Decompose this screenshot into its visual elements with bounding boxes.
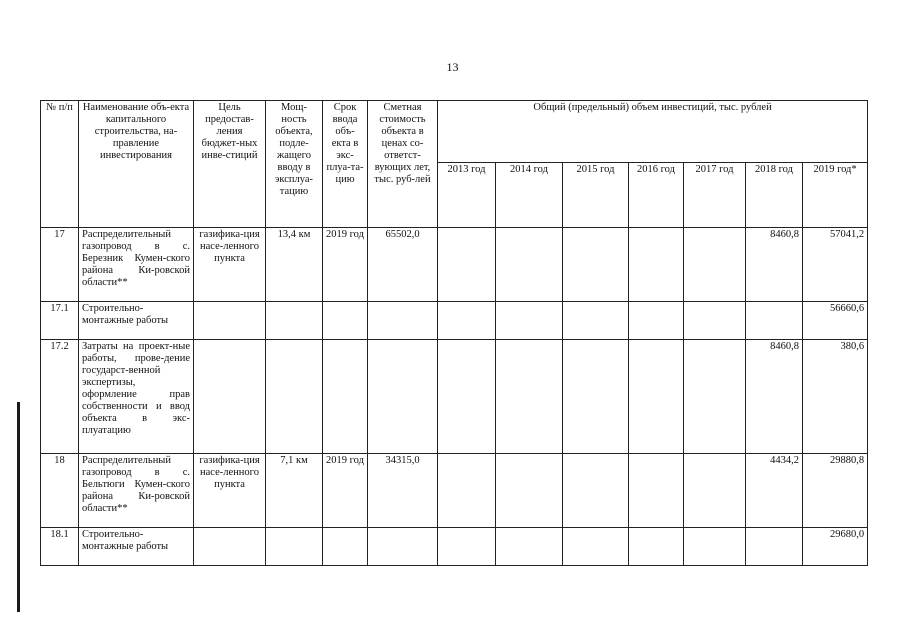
row-power (266, 528, 323, 566)
row-year-value (438, 228, 496, 302)
row-name: Распределительный газопровод в с. Бельтюги Кумен-ского района Ки-ровской области** (79, 454, 194, 528)
row-cost (368, 340, 438, 454)
row-goal (194, 340, 266, 454)
row-power: 13,4 км (266, 228, 323, 302)
row-power: 7,1 км (266, 454, 323, 528)
row-year-value: 56660,6 (803, 302, 868, 340)
page-number: 13 (446, 60, 459, 74)
header-power: Мощ-ность объекта, подле-жащего вводу в эксплуа-тацию (266, 101, 323, 228)
row-goal: газифика-ция насе-ленного пункта (194, 228, 266, 302)
row-year-value (684, 340, 746, 454)
row-num: 18.1 (41, 528, 79, 566)
row-year-value: 8460,8 (746, 228, 803, 302)
row-name: Строительно-монтажные работы (79, 302, 194, 340)
header-year: 2016 год (629, 163, 684, 228)
scan-margin-mark (17, 402, 20, 612)
row-year-value (438, 302, 496, 340)
row-year-value (629, 302, 684, 340)
row-year-value (496, 302, 563, 340)
row-term (323, 528, 368, 566)
row-year-value (563, 528, 629, 566)
row-year-value (684, 302, 746, 340)
row-power (266, 302, 323, 340)
row-year-value (684, 528, 746, 566)
table-row (41, 528, 868, 566)
header-year: 2018 год (746, 163, 803, 228)
table-row (41, 340, 868, 454)
row-year-value (563, 340, 629, 454)
row-year-value (746, 528, 803, 566)
row-name: Строительно-монтажные работы (79, 528, 194, 566)
header-num: № п/п (41, 101, 79, 228)
header-year: 2019 год* (803, 163, 868, 228)
header-row (41, 101, 868, 163)
row-term (323, 302, 368, 340)
row-cost: 65502,0 (368, 228, 438, 302)
row-year-value (746, 302, 803, 340)
row-term (323, 340, 368, 454)
row-year-value (629, 340, 684, 454)
header-total: Общий (предельный) объем инвестиций, тыс. рублей (438, 101, 868, 163)
header-year: 2015 год (563, 163, 629, 228)
investment-table (40, 100, 868, 566)
row-num: 17.2 (41, 340, 79, 454)
header-year: 2014 год (496, 163, 563, 228)
row-year-value (496, 228, 563, 302)
row-year-value (496, 528, 563, 566)
row-cost: 34315,0 (368, 454, 438, 528)
row-power (266, 340, 323, 454)
row-year-value (684, 454, 746, 528)
table-row (41, 302, 868, 340)
header-year: 2017 год (684, 163, 746, 228)
row-year-value: 8460,8 (746, 340, 803, 454)
row-year-value (629, 228, 684, 302)
row-year-value: 57041,2 (803, 228, 868, 302)
row-name: Затраты на проект-ные работы, прове-дение государст-венной экспертизы, оформление прав собственности и ввод объекта в экс-плуатацию (79, 340, 194, 454)
row-year-value: 29680,0 (803, 528, 868, 566)
row-goal (194, 528, 266, 566)
row-year-value (563, 302, 629, 340)
table-row (41, 228, 868, 302)
row-term: 2019 год (323, 228, 368, 302)
row-year-value (563, 228, 629, 302)
table-row (41, 454, 868, 528)
row-num: 17 (41, 228, 79, 302)
header-name: Наименование объ-екта капитального строительства, на-правление инвестирования (79, 101, 194, 228)
row-year-value (438, 528, 496, 566)
row-year-value: 380,6 (803, 340, 868, 454)
header-goal: Цель предостав-ления бюджет-ных инве-стиций (194, 101, 266, 228)
row-goal: газифика-ция насе-ленного пункта (194, 454, 266, 528)
row-num: 18 (41, 454, 79, 528)
row-cost (368, 302, 438, 340)
row-goal (194, 302, 266, 340)
row-year-value (496, 340, 563, 454)
row-cost (368, 528, 438, 566)
header-cost: Сметная стоимость объекта в ценах со-ответст-вующих лет, тыс. руб-лей (368, 101, 438, 228)
row-year-value (438, 340, 496, 454)
header-year: 2013 год (438, 163, 496, 228)
row-year-value: 29880,8 (803, 454, 868, 528)
row-year-value (563, 454, 629, 528)
row-year-value (629, 454, 684, 528)
row-year-value (496, 454, 563, 528)
row-year-value: 4434,2 (746, 454, 803, 528)
row-year-value (629, 528, 684, 566)
row-year-value (684, 228, 746, 302)
row-term: 2019 год (323, 454, 368, 528)
row-name: Распределительный газопровод в с. Березник Кумен-ского района Ки-ровской области** (79, 228, 194, 302)
row-num: 17.1 (41, 302, 79, 340)
row-year-value (438, 454, 496, 528)
header-term: Срок ввода объ-екта в экс-плуа-та-цию (323, 101, 368, 228)
